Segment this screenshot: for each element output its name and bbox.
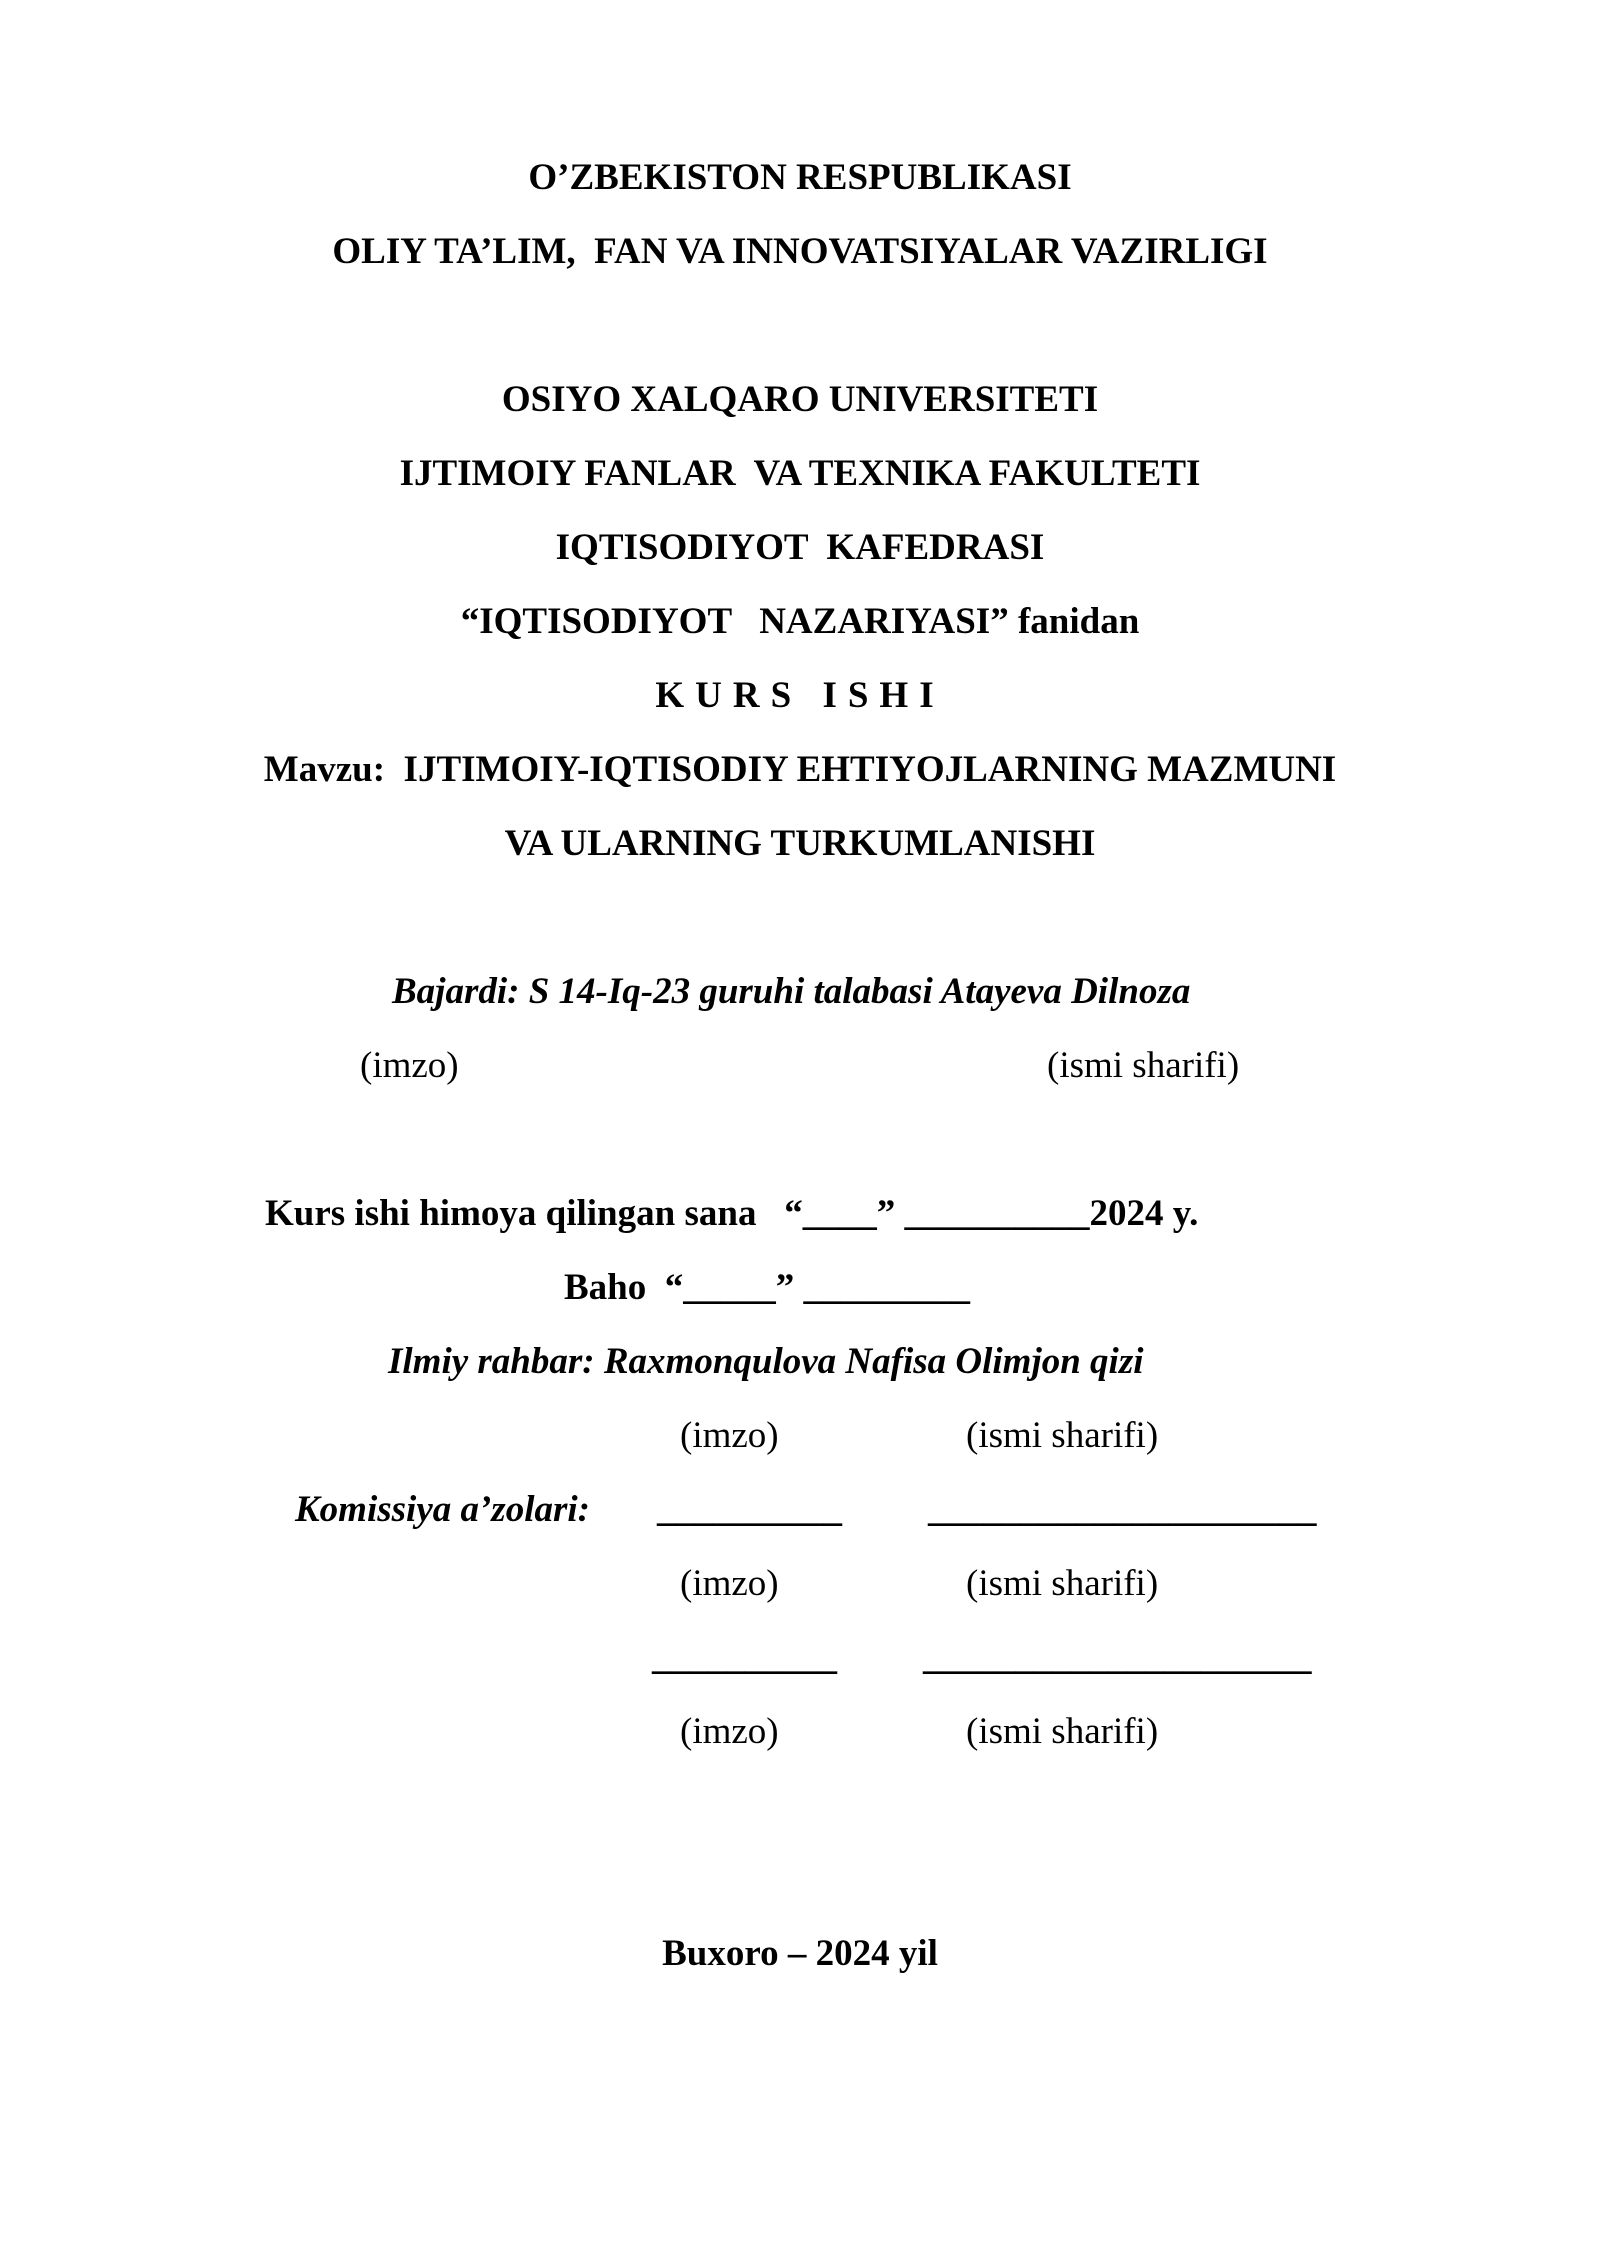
- department-name: IQTISODIYOT KAFEDRASI: [555, 527, 1045, 568]
- topic-line-1: Mavzu: IJTIMOIY-IQTISODIY EHTIYOJLARNING MAZMUNI: [263, 749, 1337, 790]
- grade-line: Baho “_____” _________: [564, 1267, 971, 1308]
- commission-member-2-name-caption: (ismi sharifi): [966, 1711, 1159, 1752]
- commission-member-1-signature-caption: (imzo): [680, 1563, 779, 1604]
- commission-member-1-signature-blank: __________: [657, 1489, 842, 1530]
- ministry-heading: OLIY TA’LIM, FAN VA INNOVATSIYALAR VAZIRLIGI: [332, 231, 1268, 272]
- supervisor-name-caption: (ismi sharifi): [966, 1415, 1159, 1456]
- commission-member-1-name-blank: _____________________: [928, 1489, 1317, 1530]
- commission-member-2-signature-caption: (imzo): [680, 1711, 779, 1752]
- topic-line-2: VA ULARNING TURKUMLANISHI: [504, 823, 1096, 864]
- commission-member-1-name-caption: (ismi sharifi): [966, 1563, 1159, 1604]
- faculty-name: IJTIMOIY FANLAR VA TEXNIKA FAKULTETI: [399, 453, 1201, 494]
- supervisor-signature-caption: (imzo): [680, 1415, 779, 1456]
- commission-member-2-signature-blank: __________: [652, 1637, 837, 1678]
- commission-member-2-name-blank: _____________________: [923, 1637, 1312, 1678]
- student-signature-caption: (imzo): [360, 1045, 459, 1086]
- performed-by: Bajardi: S 14-Iq-23 guruhi talabasi Atayeva Dilnoza: [392, 971, 1191, 1012]
- commission-label: Komissiya a’zolari:: [295, 1489, 590, 1530]
- subject-name: “IQTISODIYOT NAZARIYASI” fanidan: [460, 601, 1140, 642]
- republic-heading: O’ZBEKISTON RESPUBLIKASI: [528, 157, 1072, 198]
- supervisor-line: Ilmiy rahbar: Raxmonqulova Nafisa Olimjon qizi: [388, 1341, 1144, 1382]
- city-year: Buxoro – 2024 yil: [662, 1933, 938, 1974]
- student-name-caption: (ismi sharifi): [1047, 1045, 1240, 1086]
- university-name: OSIYO XALQARO UNIVERSITETI: [501, 379, 1099, 420]
- work-type: KURS ISHI: [655, 675, 945, 716]
- defense-date-line: Kurs ishi himoya qilingan sana “____” __________2024 y.: [265, 1193, 1199, 1234]
